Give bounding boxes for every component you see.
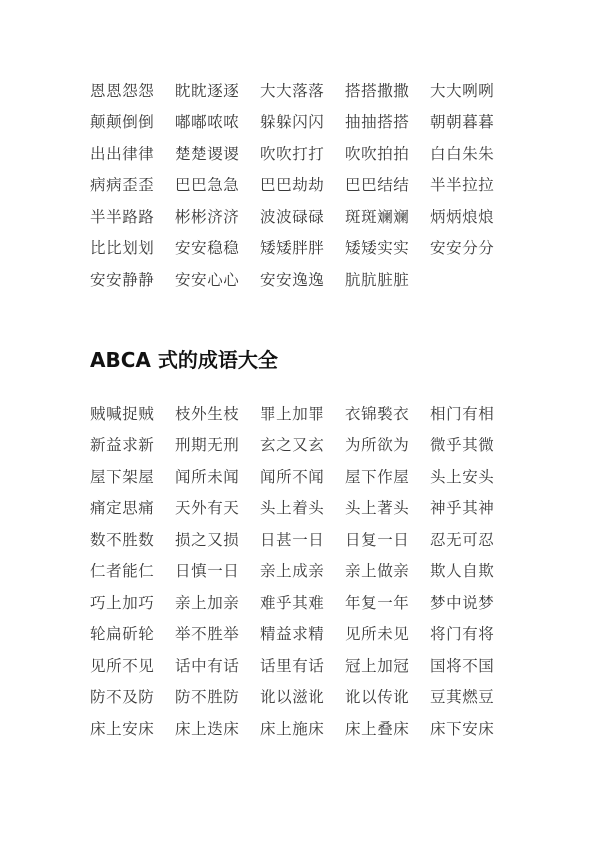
idiom-cell: 巴巴急急 [175,176,240,195]
idiom-cell: 朝朝暮暮 [430,113,495,132]
idiom-cell: 亲上做亲 [345,562,410,581]
idiom-cell: 见所不见 [90,656,155,675]
idiom-cell: 亲上加亲 [175,593,240,612]
idiom-cell: 轮扁斫轮 [90,625,155,644]
idiom-cell: 日甚一日 [260,530,325,549]
idiom-cell: 大大落落 [260,81,325,100]
idiom-cell: 忍无可忍 [430,530,495,549]
idiom-row [90,263,520,295]
idiom-cell: 出出律律 [90,144,155,163]
idiom-row [90,137,520,169]
idiom-cell: 比比划划 [90,239,155,258]
idiom-grid-aabb [90,74,520,295]
idiom-cell: 病病歪歪 [90,176,155,195]
idiom-cell: 举不胜举 [175,625,240,644]
idiom-cell: 神乎其神 [430,499,495,518]
idiom-cell: 年复一年 [345,593,410,612]
idiom-cell: 巴巴结结 [345,176,410,195]
idiom-cell: 梦中说梦 [430,593,495,612]
idiom-cell: 颠颠倒倒 [90,113,155,132]
idiom-cell: 玄之又玄 [260,436,325,455]
idiom-cell: 大大咧咧 [430,81,495,100]
idiom-cell: 将门有将 [430,625,495,644]
idiom-cell: 精益求精 [260,625,325,644]
idiom-cell: 贼喊捉贼 [90,404,155,423]
idiom-cell: 冠上加冠 [345,656,410,675]
idiom-cell: 头上安头 [430,467,495,486]
idiom-row [90,712,520,744]
idiom-cell: 枝外生枝 [175,404,240,423]
idiom-cell: 床上迭床 [175,719,240,738]
idiom-cell: 巴巴劫劫 [260,176,325,195]
idiom-cell: 痛定思痛 [90,499,155,518]
idiom-cell: 躲躲闪闪 [260,113,325,132]
idiom-row [90,492,520,524]
idiom-cell: 搭搭撒撒 [345,81,410,100]
idiom-row [90,649,520,681]
idiom-cell: 半半路路 [90,207,155,226]
idiom-cell: 见所未见 [345,625,410,644]
idiom-cell: 床下安床 [430,719,495,738]
idiom-cell: 天外有天 [175,499,240,518]
idiom-cell: 炳炳烺烺 [430,207,495,226]
idiom-cell: 话里有话 [260,656,325,675]
idiom-cell: 微乎其微 [430,436,495,455]
idiom-cell: 楚楚谡谡 [175,144,240,163]
idiom-cell: 矮矮胖胖 [260,239,325,258]
idiom-cell: 闻所不闻 [260,467,325,486]
idiom-grid-abca [90,397,520,744]
idiom-cell: 安安稳稳 [175,239,240,258]
idiom-cell: 数不胜数 [90,530,155,549]
idiom-cell: 欺人自欺 [430,562,495,581]
idiom-cell: 半半拉拉 [430,176,495,195]
idiom-cell: 肮肮脏脏 [345,270,410,289]
idiom-row [90,74,520,106]
idiom-cell: 新益求新 [90,436,155,455]
idiom-cell: 讹以滋讹 [260,688,325,707]
idiom-cell: 斑斑斓斓 [345,207,410,226]
idiom-cell: 日复一日 [345,530,410,549]
idiom-row [90,232,520,264]
idiom-cell: 床上叠床 [345,719,410,738]
idiom-cell: 波波碌碌 [260,207,325,226]
idiom-row [90,200,520,232]
idiom-cell: 亲上成亲 [260,562,325,581]
idiom-cell: 矮矮实实 [345,239,410,258]
idiom-cell: 话中有话 [175,656,240,675]
idiom-cell: 头上著头 [345,499,410,518]
idiom-cell: 国将不国 [430,656,495,675]
idiom-cell: 彬彬济济 [175,207,240,226]
idiom-row [90,681,520,713]
idiom-cell: 安安逸逸 [260,270,325,289]
idiom-cell: 损之又损 [175,530,240,549]
idiom-row [90,586,520,618]
idiom-cell: 吹吹拍拍 [345,144,410,163]
idiom-cell: 屋下架屋 [90,467,155,486]
section-heading: ABCA 式的成语大全 [90,348,278,372]
idiom-row [90,555,520,587]
idiom-cell: 抽抽搭搭 [345,113,410,132]
idiom-cell: 恩恩怨怨 [90,81,155,100]
idiom-row [90,169,520,201]
idiom-cell: 白白朱朱 [430,144,495,163]
idiom-cell: 豆萁燃豆 [430,688,495,707]
idiom-cell: 安安分分 [430,239,495,258]
idiom-row [90,429,520,461]
idiom-row [90,397,520,429]
idiom-cell: 屋下作屋 [345,467,410,486]
idiom-cell: 相门有相 [430,404,495,423]
idiom-cell: 防不胜防 [175,688,240,707]
idiom-cell: 衣锦褧衣 [345,404,410,423]
idiom-row [90,618,520,650]
idiom-cell: 刑期无刑 [175,436,240,455]
idiom-cell: 难乎其难 [260,593,325,612]
idiom-cell: 床上施床 [260,719,325,738]
idiom-cell: 床上安床 [90,719,155,738]
idiom-cell: 安安静静 [90,270,155,289]
idiom-cell: 嘟嘟哝哝 [175,113,240,132]
idiom-cell: 日慎一日 [175,562,240,581]
idiom-cell: 头上着头 [260,499,325,518]
idiom-cell: 讹以传讹 [345,688,410,707]
idiom-cell: 巧上加巧 [90,593,155,612]
idiom-row [90,523,520,555]
idiom-cell: 罪上加罪 [260,404,325,423]
idiom-cell: 仁者能仁 [90,562,155,581]
idiom-cell: 安安心心 [175,270,240,289]
idiom-cell: 眈眈逐逐 [175,81,240,100]
idiom-cell: 吹吹打打 [260,144,325,163]
idiom-cell: 闻所未闻 [175,467,240,486]
idiom-cell: 防不及防 [90,688,155,707]
idiom-row [90,460,520,492]
idiom-cell: 为所欲为 [345,436,410,455]
idiom-row [90,106,520,138]
